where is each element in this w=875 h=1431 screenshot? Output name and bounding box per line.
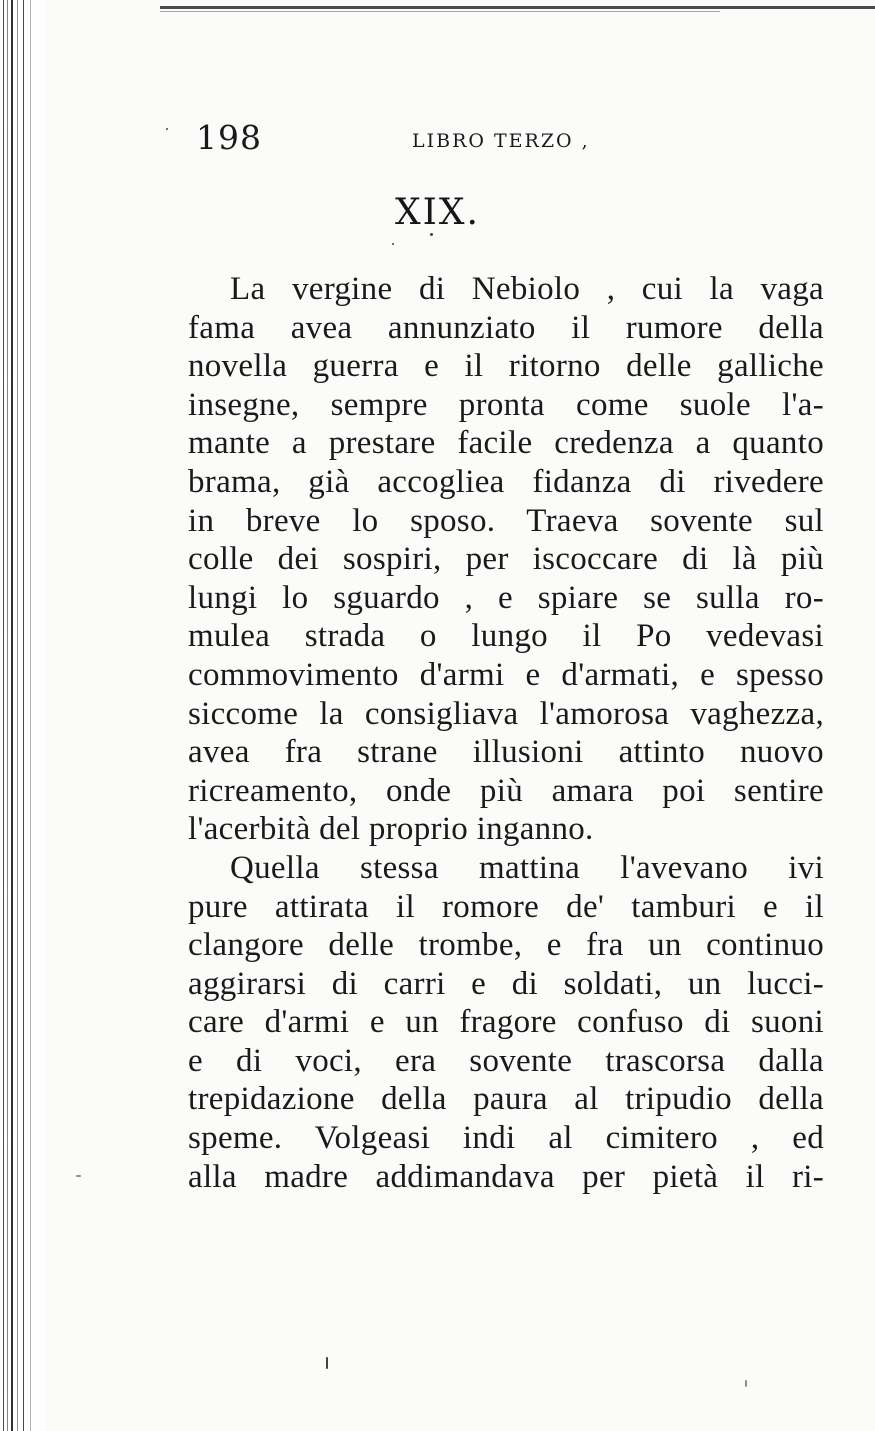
scan-speck <box>745 1380 747 1387</box>
text-line: clangore delle trombe, e fra un continuo <box>188 927 824 964</box>
text-line: pure attirata il romore de' tamburi e il <box>188 888 824 925</box>
text-line: trepidazione della paura al tripudio della <box>188 1081 824 1118</box>
scan-speck <box>166 128 168 130</box>
page-number: 198 <box>196 118 262 157</box>
text-line: aggirarsi di carri e di soldati, un lucci- <box>188 965 824 1002</box>
scan-speck <box>430 233 433 236</box>
text-line: colle dei sospiri, per iscoccare di là più <box>188 541 824 578</box>
text-line: Quella stessa mattina l'avevano ivi <box>230 849 824 886</box>
paragraph-2 <box>188 849 824 1196</box>
text-line: brama, già accogliea fidanza di rivedere <box>188 463 824 500</box>
paragraph-1 <box>188 270 824 849</box>
text-line: in breve lo sposo. Traeva sovente sul <box>188 502 824 539</box>
running-head: LIBRO TERZO , <box>412 130 590 152</box>
text-line: insegne, sempre pronta come suole l'a- <box>188 386 824 423</box>
page-header <box>196 118 836 158</box>
text-line: care d'armi e un fragore confuso di suoni <box>188 1004 824 1041</box>
text-line: alla madre addimandava per pietà il ri- <box>188 1158 824 1195</box>
text-line: novella guerra e il ritorno delle galliche <box>188 348 824 385</box>
text-line: lungi lo sguardo , e spiare se sulla ro- <box>188 579 824 616</box>
scan-speck <box>326 1357 328 1369</box>
text-line: avea fra strane illusioni attinto nuovo <box>188 734 824 771</box>
text-line: e di voci, era sovente trascorsa dalla <box>188 1042 824 1079</box>
text-line: La vergine di Nebiolo , cui la vaga <box>230 271 824 307</box>
text-line: commovimento d'armi e d'armati, e spesso <box>188 656 824 693</box>
text-line: mulea strada o lungo il Po vedevasi <box>188 618 824 655</box>
text-line: fama avea annunziato il rumore della <box>188 309 824 346</box>
top-edge-rule-secondary <box>160 11 720 12</box>
text-line: siccome la consigliava l'amorosa vaghezza, <box>188 695 824 732</box>
scan-speck <box>76 1175 81 1177</box>
text-line: l'acerbità del proprio inganno. <box>188 811 594 848</box>
text-line: mante a prestare facile credenza a quanto <box>188 425 824 462</box>
text-line: ricreamento, onde più amara poi sentire <box>188 772 824 809</box>
scan-speck <box>392 243 394 245</box>
body-text <box>188 270 824 1196</box>
text-line: speme. Volgeasi indi al cimitero , ed <box>188 1120 824 1157</box>
chapter-number: XIX. <box>395 192 480 233</box>
top-edge-rule <box>160 6 875 9</box>
